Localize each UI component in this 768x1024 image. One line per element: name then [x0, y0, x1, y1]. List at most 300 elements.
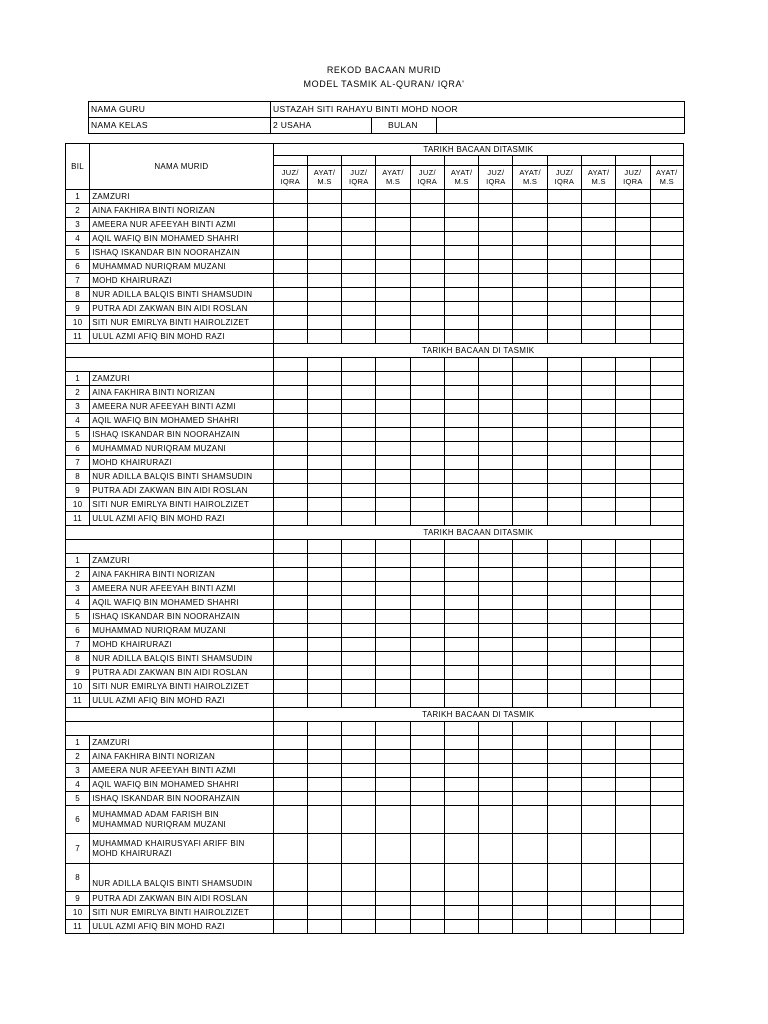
reading-entry-cell[interactable]: [376, 736, 410, 750]
reading-entry-cell[interactable]: [307, 246, 341, 260]
reading-entry-cell[interactable]: [582, 288, 616, 302]
date-entry-cell[interactable]: [273, 156, 307, 166]
reading-entry-cell[interactable]: [410, 246, 444, 260]
reading-entry-cell[interactable]: [650, 666, 683, 680]
reading-entry-cell[interactable]: [307, 274, 341, 288]
reading-entry-cell[interactable]: [513, 920, 547, 934]
reading-entry-cell[interactable]: [616, 442, 650, 456]
reading-entry-cell[interactable]: [479, 470, 513, 484]
reading-entry-cell[interactable]: [376, 400, 410, 414]
reading-entry-cell[interactable]: [444, 190, 478, 204]
reading-entry-cell[interactable]: [650, 316, 683, 330]
reading-entry-cell[interactable]: [513, 484, 547, 498]
reading-entry-cell[interactable]: [547, 288, 581, 302]
reading-entry-cell[interactable]: [650, 372, 683, 386]
reading-entry-cell[interactable]: [547, 680, 581, 694]
reading-entry-cell[interactable]: [444, 778, 478, 792]
reading-entry-cell[interactable]: [342, 920, 376, 934]
reading-entry-cell[interactable]: [650, 274, 683, 288]
reading-entry-cell[interactable]: [307, 288, 341, 302]
reading-entry-cell[interactable]: [342, 834, 376, 864]
reading-entry-cell[interactable]: [273, 554, 307, 568]
reading-entry-cell[interactable]: [616, 302, 650, 316]
reading-entry-cell[interactable]: [616, 666, 650, 680]
reading-entry-cell[interactable]: [582, 204, 616, 218]
reading-entry-cell[interactable]: [342, 246, 376, 260]
reading-entry-cell[interactable]: [376, 246, 410, 260]
reading-entry-cell[interactable]: [376, 330, 410, 344]
reading-entry-cell[interactable]: [582, 750, 616, 764]
reading-entry-cell[interactable]: [616, 596, 650, 610]
reading-entry-cell[interactable]: [582, 232, 616, 246]
reading-entry-cell[interactable]: [273, 400, 307, 414]
reading-entry-cell[interactable]: [479, 906, 513, 920]
reading-entry-cell[interactable]: [582, 568, 616, 582]
reading-entry-cell[interactable]: [444, 512, 478, 526]
reading-entry-cell[interactable]: [547, 652, 581, 666]
reading-entry-cell[interactable]: [582, 190, 616, 204]
reading-entry-cell[interactable]: [307, 204, 341, 218]
reading-entry-cell[interactable]: [444, 806, 478, 834]
reading-entry-cell[interactable]: [342, 582, 376, 596]
reading-entry-cell[interactable]: [444, 260, 478, 274]
reading-entry-cell[interactable]: [582, 736, 616, 750]
reading-entry-cell[interactable]: [513, 498, 547, 512]
reading-entry-cell[interactable]: [444, 414, 478, 428]
reading-entry-cell[interactable]: [479, 792, 513, 806]
reading-entry-cell[interactable]: [342, 400, 376, 414]
reading-entry-cell[interactable]: [479, 568, 513, 582]
reading-entry-cell[interactable]: [307, 484, 341, 498]
reading-entry-cell[interactable]: [376, 442, 410, 456]
reading-entry-cell[interactable]: [410, 470, 444, 484]
reading-entry-cell[interactable]: [616, 892, 650, 906]
reading-entry-cell[interactable]: [547, 610, 581, 624]
reading-entry-cell[interactable]: [410, 920, 444, 934]
date-entry-cell[interactable]: [273, 358, 307, 372]
reading-entry-cell[interactable]: [582, 652, 616, 666]
reading-entry-cell[interactable]: [582, 624, 616, 638]
reading-entry-cell[interactable]: [376, 498, 410, 512]
date-entry-cell[interactable]: [616, 358, 650, 372]
reading-entry-cell[interactable]: [307, 316, 341, 330]
reading-entry-cell[interactable]: [342, 218, 376, 232]
reading-entry-cell[interactable]: [616, 204, 650, 218]
date-entry-cell[interactable]: [479, 722, 513, 736]
reading-entry-cell[interactable]: [410, 414, 444, 428]
reading-entry-cell[interactable]: [582, 218, 616, 232]
reading-entry-cell[interactable]: [273, 834, 307, 864]
reading-entry-cell[interactable]: [513, 694, 547, 708]
date-entry-cell[interactable]: [410, 722, 444, 736]
reading-entry-cell[interactable]: [307, 582, 341, 596]
reading-entry-cell[interactable]: [582, 470, 616, 484]
reading-entry-cell[interactable]: [342, 778, 376, 792]
reading-entry-cell[interactable]: [410, 498, 444, 512]
reading-entry-cell[interactable]: [444, 764, 478, 778]
reading-entry-cell[interactable]: [342, 512, 376, 526]
reading-entry-cell[interactable]: [444, 288, 478, 302]
date-entry-cell[interactable]: [410, 540, 444, 554]
reading-entry-cell[interactable]: [650, 498, 683, 512]
reading-entry-cell[interactable]: [444, 386, 478, 400]
reading-entry-cell[interactable]: [273, 428, 307, 442]
reading-entry-cell[interactable]: [342, 232, 376, 246]
reading-entry-cell[interactable]: [342, 260, 376, 274]
reading-entry-cell[interactable]: [342, 554, 376, 568]
reading-entry-cell[interactable]: [582, 302, 616, 316]
reading-entry-cell[interactable]: [582, 456, 616, 470]
reading-entry-cell[interactable]: [307, 330, 341, 344]
reading-entry-cell[interactable]: [307, 764, 341, 778]
reading-entry-cell[interactable]: [513, 456, 547, 470]
reading-entry-cell[interactable]: [342, 302, 376, 316]
reading-entry-cell[interactable]: [513, 414, 547, 428]
reading-entry-cell[interactable]: [273, 316, 307, 330]
reading-entry-cell[interactable]: [307, 778, 341, 792]
reading-entry-cell[interactable]: [307, 666, 341, 680]
reading-entry-cell[interactable]: [547, 302, 581, 316]
date-entry-cell[interactable]: [513, 358, 547, 372]
reading-entry-cell[interactable]: [479, 694, 513, 708]
reading-entry-cell[interactable]: [650, 582, 683, 596]
reading-entry-cell[interactable]: [650, 470, 683, 484]
reading-entry-cell[interactable]: [547, 892, 581, 906]
reading-entry-cell[interactable]: [444, 652, 478, 666]
date-entry-cell[interactable]: [547, 358, 581, 372]
reading-entry-cell[interactable]: [410, 274, 444, 288]
reading-entry-cell[interactable]: [307, 512, 341, 526]
reading-entry-cell[interactable]: [273, 470, 307, 484]
reading-entry-cell[interactable]: [513, 260, 547, 274]
reading-entry-cell[interactable]: [342, 624, 376, 638]
reading-entry-cell[interactable]: [376, 568, 410, 582]
reading-entry-cell[interactable]: [376, 218, 410, 232]
reading-entry-cell[interactable]: [342, 274, 376, 288]
reading-entry-cell[interactable]: [342, 470, 376, 484]
reading-entry-cell[interactable]: [650, 400, 683, 414]
reading-entry-cell[interactable]: [410, 302, 444, 316]
reading-entry-cell[interactable]: [616, 190, 650, 204]
reading-entry-cell[interactable]: [582, 400, 616, 414]
date-entry-cell[interactable]: [547, 722, 581, 736]
reading-entry-cell[interactable]: [479, 764, 513, 778]
reading-entry-cell[interactable]: [547, 906, 581, 920]
reading-entry-cell[interactable]: [513, 246, 547, 260]
reading-entry-cell[interactable]: [273, 484, 307, 498]
reading-entry-cell[interactable]: [513, 512, 547, 526]
reading-entry-cell[interactable]: [513, 316, 547, 330]
reading-entry-cell[interactable]: [582, 498, 616, 512]
reading-entry-cell[interactable]: [616, 246, 650, 260]
reading-entry-cell[interactable]: [582, 792, 616, 806]
reading-entry-cell[interactable]: [513, 330, 547, 344]
date-entry-cell[interactable]: [547, 156, 581, 166]
reading-entry-cell[interactable]: [616, 920, 650, 934]
reading-entry-cell[interactable]: [376, 470, 410, 484]
reading-entry-cell[interactable]: [547, 736, 581, 750]
reading-entry-cell[interactable]: [479, 484, 513, 498]
reading-entry-cell[interactable]: [616, 274, 650, 288]
reading-entry-cell[interactable]: [650, 596, 683, 610]
reading-entry-cell[interactable]: [547, 498, 581, 512]
reading-entry-cell[interactable]: [410, 778, 444, 792]
reading-entry-cell[interactable]: [273, 680, 307, 694]
reading-entry-cell[interactable]: [273, 596, 307, 610]
reading-entry-cell[interactable]: [410, 260, 444, 274]
reading-entry-cell[interactable]: [582, 666, 616, 680]
reading-entry-cell[interactable]: [273, 372, 307, 386]
reading-entry-cell[interactable]: [479, 680, 513, 694]
reading-entry-cell[interactable]: [513, 274, 547, 288]
reading-entry-cell[interactable]: [513, 204, 547, 218]
reading-entry-cell[interactable]: [513, 232, 547, 246]
reading-entry-cell[interactable]: [547, 274, 581, 288]
reading-entry-cell[interactable]: [479, 920, 513, 934]
reading-entry-cell[interactable]: [410, 680, 444, 694]
reading-entry-cell[interactable]: [547, 750, 581, 764]
reading-entry-cell[interactable]: [616, 498, 650, 512]
reading-entry-cell[interactable]: [513, 386, 547, 400]
reading-entry-cell[interactable]: [342, 568, 376, 582]
reading-entry-cell[interactable]: [616, 260, 650, 274]
reading-entry-cell[interactable]: [650, 806, 683, 834]
reading-entry-cell[interactable]: [616, 736, 650, 750]
reading-entry-cell[interactable]: [547, 638, 581, 652]
reading-entry-cell[interactable]: [410, 652, 444, 666]
reading-entry-cell[interactable]: [547, 512, 581, 526]
reading-entry-cell[interactable]: [479, 554, 513, 568]
reading-entry-cell[interactable]: [342, 750, 376, 764]
reading-entry-cell[interactable]: [616, 792, 650, 806]
reading-entry-cell[interactable]: [342, 694, 376, 708]
reading-entry-cell[interactable]: [342, 456, 376, 470]
reading-entry-cell[interactable]: [307, 456, 341, 470]
reading-entry-cell[interactable]: [513, 372, 547, 386]
reading-entry-cell[interactable]: [410, 806, 444, 834]
reading-entry-cell[interactable]: [376, 694, 410, 708]
reading-entry-cell[interactable]: [479, 400, 513, 414]
reading-entry-cell[interactable]: [444, 442, 478, 456]
date-entry-cell[interactable]: [616, 540, 650, 554]
date-entry-cell[interactable]: [582, 358, 616, 372]
reading-entry-cell[interactable]: [547, 414, 581, 428]
reading-entry-cell[interactable]: [307, 610, 341, 624]
reading-entry-cell[interactable]: [444, 498, 478, 512]
reading-entry-cell[interactable]: [410, 792, 444, 806]
reading-entry-cell[interactable]: [650, 652, 683, 666]
reading-entry-cell[interactable]: [273, 414, 307, 428]
reading-entry-cell[interactable]: [479, 456, 513, 470]
reading-entry-cell[interactable]: [616, 470, 650, 484]
reading-entry-cell[interactable]: [376, 680, 410, 694]
reading-entry-cell[interactable]: [513, 736, 547, 750]
reading-entry-cell[interactable]: [307, 372, 341, 386]
reading-entry-cell[interactable]: [479, 442, 513, 456]
reading-entry-cell[interactable]: [342, 288, 376, 302]
reading-entry-cell[interactable]: [513, 806, 547, 834]
reading-entry-cell[interactable]: [410, 764, 444, 778]
reading-entry-cell[interactable]: [376, 624, 410, 638]
reading-entry-cell[interactable]: [444, 624, 478, 638]
reading-entry-cell[interactable]: [513, 582, 547, 596]
reading-entry-cell[interactable]: [342, 610, 376, 624]
reading-entry-cell[interactable]: [342, 204, 376, 218]
reading-entry-cell[interactable]: [616, 582, 650, 596]
reading-entry-cell[interactable]: [513, 792, 547, 806]
reading-entry-cell[interactable]: [307, 834, 341, 864]
reading-entry-cell[interactable]: [273, 778, 307, 792]
date-entry-cell[interactable]: [273, 722, 307, 736]
reading-entry-cell[interactable]: [616, 218, 650, 232]
reading-entry-cell[interactable]: [650, 330, 683, 344]
reading-entry-cell[interactable]: [410, 288, 444, 302]
reading-entry-cell[interactable]: [273, 652, 307, 666]
reading-entry-cell[interactable]: [479, 624, 513, 638]
reading-entry-cell[interactable]: [479, 512, 513, 526]
date-entry-cell[interactable]: [582, 722, 616, 736]
reading-entry-cell[interactable]: [342, 892, 376, 906]
reading-entry-cell[interactable]: [342, 330, 376, 344]
reading-entry-cell[interactable]: [410, 512, 444, 526]
date-entry-cell[interactable]: [650, 358, 683, 372]
reading-entry-cell[interactable]: [376, 232, 410, 246]
reading-entry-cell[interactable]: [410, 864, 444, 892]
reading-entry-cell[interactable]: [479, 316, 513, 330]
reading-entry-cell[interactable]: [616, 554, 650, 568]
reading-entry-cell[interactable]: [616, 806, 650, 834]
reading-entry-cell[interactable]: [410, 190, 444, 204]
reading-entry-cell[interactable]: [479, 582, 513, 596]
reading-entry-cell[interactable]: [273, 666, 307, 680]
date-entry-cell[interactable]: [307, 722, 341, 736]
reading-entry-cell[interactable]: [650, 428, 683, 442]
reading-entry-cell[interactable]: [582, 316, 616, 330]
reading-entry-cell[interactable]: [444, 736, 478, 750]
reading-entry-cell[interactable]: [376, 666, 410, 680]
reading-entry-cell[interactable]: [650, 232, 683, 246]
reading-entry-cell[interactable]: [582, 864, 616, 892]
date-entry-cell[interactable]: [307, 540, 341, 554]
reading-entry-cell[interactable]: [616, 316, 650, 330]
reading-entry-cell[interactable]: [547, 834, 581, 864]
reading-entry-cell[interactable]: [582, 260, 616, 274]
reading-entry-cell[interactable]: [547, 232, 581, 246]
date-entry-cell[interactable]: [582, 540, 616, 554]
reading-entry-cell[interactable]: [650, 694, 683, 708]
reading-entry-cell[interactable]: [307, 498, 341, 512]
date-entry-cell[interactable]: [376, 358, 410, 372]
reading-entry-cell[interactable]: [650, 386, 683, 400]
reading-entry-cell[interactable]: [444, 920, 478, 934]
reading-entry-cell[interactable]: [444, 554, 478, 568]
reading-entry-cell[interactable]: [513, 624, 547, 638]
reading-entry-cell[interactable]: [342, 666, 376, 680]
reading-entry-cell[interactable]: [307, 694, 341, 708]
reading-entry-cell[interactable]: [582, 582, 616, 596]
reading-entry-cell[interactable]: [307, 232, 341, 246]
reading-entry-cell[interactable]: [444, 694, 478, 708]
reading-entry-cell[interactable]: [513, 470, 547, 484]
reading-entry-cell[interactable]: [547, 204, 581, 218]
date-entry-cell[interactable]: [650, 540, 683, 554]
reading-entry-cell[interactable]: [513, 906, 547, 920]
reading-entry-cell[interactable]: [479, 750, 513, 764]
date-entry-cell[interactable]: [342, 156, 376, 166]
reading-entry-cell[interactable]: [376, 834, 410, 864]
reading-entry-cell[interactable]: [307, 414, 341, 428]
date-entry-cell[interactable]: [410, 358, 444, 372]
reading-entry-cell[interactable]: [616, 610, 650, 624]
reading-entry-cell[interactable]: [616, 428, 650, 442]
reading-entry-cell[interactable]: [410, 892, 444, 906]
date-entry-cell[interactable]: [444, 540, 478, 554]
reading-entry-cell[interactable]: [479, 736, 513, 750]
reading-entry-cell[interactable]: [650, 512, 683, 526]
reading-entry-cell[interactable]: [342, 652, 376, 666]
reading-entry-cell[interactable]: [444, 316, 478, 330]
reading-entry-cell[interactable]: [650, 750, 683, 764]
reading-entry-cell[interactable]: [307, 470, 341, 484]
reading-entry-cell[interactable]: [650, 442, 683, 456]
reading-entry-cell[interactable]: [376, 638, 410, 652]
reading-entry-cell[interactable]: [616, 456, 650, 470]
reading-entry-cell[interactable]: [307, 190, 341, 204]
reading-entry-cell[interactable]: [547, 792, 581, 806]
reading-entry-cell[interactable]: [547, 316, 581, 330]
reading-entry-cell[interactable]: [273, 330, 307, 344]
reading-entry-cell[interactable]: [376, 920, 410, 934]
reading-entry-cell[interactable]: [444, 596, 478, 610]
reading-entry-cell[interactable]: [547, 554, 581, 568]
date-entry-cell[interactable]: [513, 722, 547, 736]
reading-entry-cell[interactable]: [547, 864, 581, 892]
reading-entry-cell[interactable]: [273, 288, 307, 302]
reading-entry-cell[interactable]: [582, 596, 616, 610]
reading-entry-cell[interactable]: [616, 414, 650, 428]
reading-entry-cell[interactable]: [547, 218, 581, 232]
reading-entry-cell[interactable]: [307, 624, 341, 638]
reading-entry-cell[interactable]: [307, 638, 341, 652]
reading-entry-cell[interactable]: [307, 386, 341, 400]
reading-entry-cell[interactable]: [650, 920, 683, 934]
reading-entry-cell[interactable]: [410, 582, 444, 596]
reading-entry-cell[interactable]: [376, 386, 410, 400]
reading-entry-cell[interactable]: [479, 302, 513, 316]
reading-entry-cell[interactable]: [410, 596, 444, 610]
reading-entry-cell[interactable]: [582, 414, 616, 428]
reading-entry-cell[interactable]: [650, 624, 683, 638]
reading-entry-cell[interactable]: [376, 582, 410, 596]
reading-entry-cell[interactable]: [376, 778, 410, 792]
date-entry-cell[interactable]: [444, 156, 478, 166]
reading-entry-cell[interactable]: [582, 610, 616, 624]
reading-entry-cell[interactable]: [307, 736, 341, 750]
reading-entry-cell[interactable]: [273, 610, 307, 624]
reading-entry-cell[interactable]: [513, 750, 547, 764]
reading-entry-cell[interactable]: [273, 302, 307, 316]
date-entry-cell[interactable]: [650, 156, 683, 166]
reading-entry-cell[interactable]: [547, 920, 581, 934]
reading-entry-cell[interactable]: [650, 302, 683, 316]
reading-entry-cell[interactable]: [582, 694, 616, 708]
reading-entry-cell[interactable]: [444, 456, 478, 470]
reading-entry-cell[interactable]: [342, 764, 376, 778]
reading-entry-cell[interactable]: [307, 302, 341, 316]
reading-entry-cell[interactable]: [547, 442, 581, 456]
reading-entry-cell[interactable]: [547, 372, 581, 386]
reading-entry-cell[interactable]: [342, 736, 376, 750]
